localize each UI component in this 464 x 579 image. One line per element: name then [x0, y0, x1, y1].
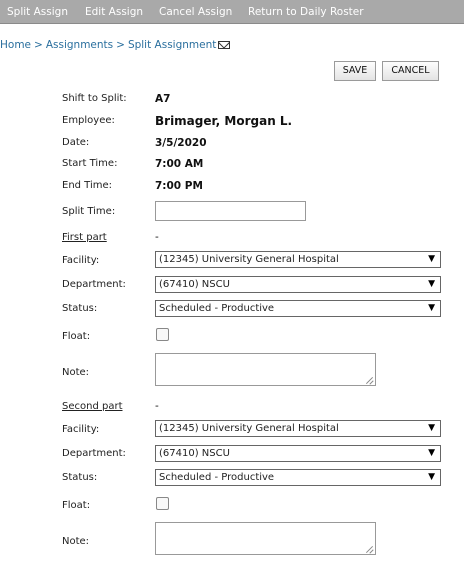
- shift-value: A7: [155, 93, 171, 105]
- first-facility-selected: (12345) University General Hospital: [159, 254, 339, 265]
- first-department-label: Department:: [62, 279, 126, 290]
- shift-label: Shift to Split:: [62, 93, 127, 104]
- second-float-checkbox[interactable]: [156, 497, 169, 510]
- second-department-label: Department:: [62, 448, 126, 459]
- caret-down-icon: ▼: [428, 279, 435, 289]
- second-status-select[interactable]: [155, 469, 441, 486]
- second-status-selected: Scheduled - Productive: [159, 472, 275, 483]
- second-department-select[interactable]: [155, 445, 441, 462]
- resize-grip-icon[interactable]: [366, 545, 374, 553]
- first-note-textarea[interactable]: [155, 353, 376, 386]
- breadcrumb-separator: >: [116, 39, 125, 51]
- second-facility-select[interactable]: [155, 420, 441, 437]
- split-time-input[interactable]: [155, 201, 306, 221]
- caret-down-icon: ▼: [428, 472, 435, 482]
- first-part-value: -: [155, 231, 159, 243]
- breadcrumb-assignments[interactable]: Assignments: [45, 39, 114, 51]
- nav-split-assign[interactable]: Split Assign: [7, 6, 68, 18]
- second-float-label: Float:: [62, 500, 91, 511]
- nav-edit-assign[interactable]: Edit Assign: [85, 6, 144, 18]
- second-facility-selected: (12345) University General Hospital: [159, 423, 339, 434]
- mail-icon[interactable]: [218, 41, 230, 49]
- first-facility-label: Facility:: [62, 255, 100, 266]
- second-department-selected: (67410) NSCU: [159, 448, 230, 459]
- second-facility-label: Facility:: [62, 424, 100, 435]
- second-status-label: Status:: [62, 472, 98, 483]
- nav-cancel-assign[interactable]: Cancel Assign: [159, 6, 233, 18]
- second-note-textarea[interactable]: [155, 522, 376, 555]
- resize-grip-icon[interactable]: [366, 376, 374, 384]
- first-status-selected: Scheduled - Productive: [159, 303, 275, 314]
- first-float-label: Float:: [62, 331, 91, 342]
- first-float-checkbox[interactable]: [156, 328, 169, 341]
- cancel-button[interactable]: CANCEL: [382, 61, 439, 81]
- end-time-label: End Time:: [62, 180, 113, 191]
- breadcrumb-separator: >: [34, 39, 43, 51]
- first-status-label: Status:: [62, 303, 98, 314]
- employee-value: Brimager, Morgan L.: [155, 114, 293, 128]
- start-time-value: 7:00 AM: [155, 158, 204, 170]
- caret-down-icon: ▼: [428, 448, 435, 458]
- caret-down-icon: ▼: [428, 254, 435, 264]
- first-status-select[interactable]: [155, 300, 441, 317]
- first-note-label: Note:: [62, 367, 90, 378]
- employee-label: Employee:: [62, 115, 115, 126]
- date-value: 3/5/2020: [155, 137, 207, 149]
- start-time-label: Start Time:: [62, 158, 118, 169]
- first-facility-select[interactable]: [155, 251, 441, 268]
- first-department-select[interactable]: [155, 276, 441, 293]
- save-button[interactable]: SAVE: [334, 61, 376, 81]
- breadcrumb-current[interactable]: Split Assignment: [127, 39, 217, 51]
- split-time-label: Split Time:: [62, 206, 116, 217]
- nav-return-daily-roster[interactable]: Return to Daily Roster: [248, 6, 364, 18]
- breadcrumb: [0, 39, 230, 51]
- end-time-value: 7:00 PM: [155, 180, 203, 192]
- date-label: Date:: [62, 137, 90, 148]
- caret-down-icon: ▼: [428, 303, 435, 313]
- second-note-label: Note:: [62, 536, 90, 547]
- first-department-selected: (67410) NSCU: [159, 279, 230, 290]
- second-part-value: -: [155, 400, 159, 412]
- top-nav-bar: [0, 0, 464, 24]
- caret-down-icon: ▼: [428, 423, 435, 433]
- second-part-heading: Second part: [62, 401, 123, 412]
- breadcrumb-home[interactable]: Home: [0, 39, 32, 51]
- first-part-heading: First part: [62, 232, 107, 243]
